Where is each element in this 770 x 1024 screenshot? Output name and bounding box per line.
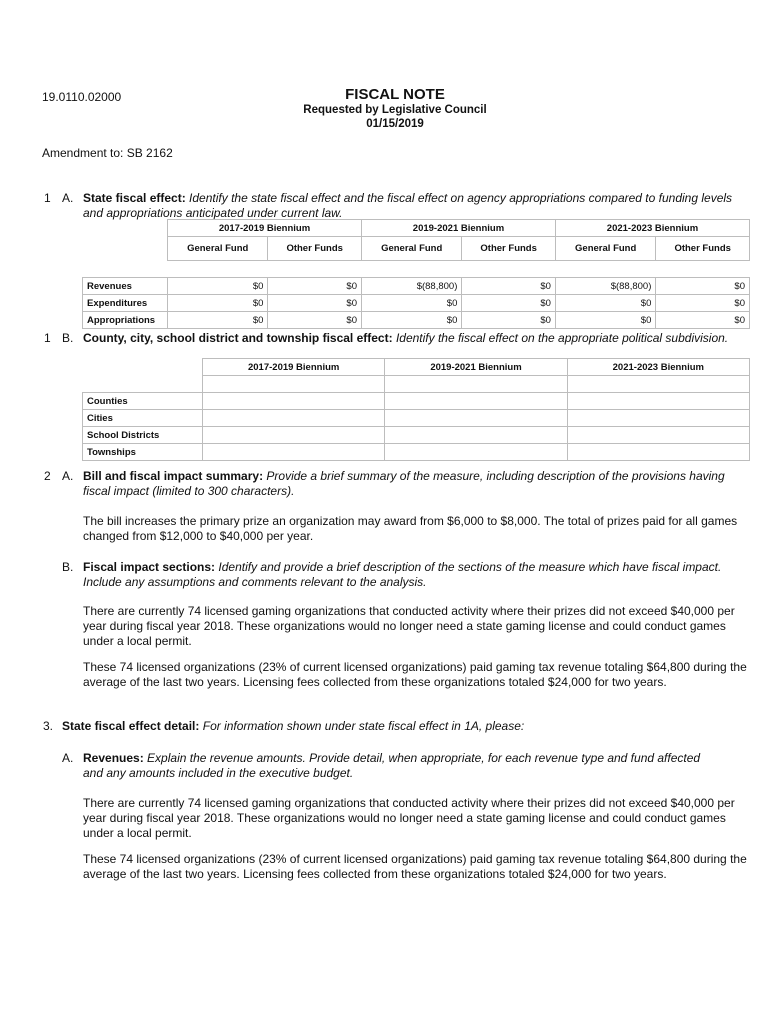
table-row bbox=[83, 410, 750, 427]
table-cell: $0 bbox=[168, 278, 268, 295]
body-paragraph: These 74 licensed organizations (23% of current licensed organizations) paid gaming tax revenue totaling $64,800 during the average of the last two years. Licensing fees collected from these organizations totaled $24,000 for two years. bbox=[83, 660, 747, 689]
biennium-header: 2019-2021 Biennium bbox=[385, 359, 567, 376]
row-label: Revenues bbox=[83, 278, 168, 295]
table-cell: $0 bbox=[268, 295, 362, 312]
section-number: 3. bbox=[43, 719, 54, 733]
fund-header: Other Funds bbox=[268, 237, 362, 261]
table-row bbox=[83, 393, 750, 410]
fund-header: General Fund bbox=[555, 237, 655, 261]
table-row bbox=[83, 444, 750, 461]
section-heading: Bill and fiscal impact summary: bbox=[83, 469, 264, 483]
body-paragraph: There are currently 74 licensed gaming organizations that conducted activity where their prizes did not exceed $40,000 per year during fiscal year 2018. These organizations would no longer need a state gaming license and could conduct games under a local permit. bbox=[83, 604, 735, 648]
section-letter: B. bbox=[62, 331, 74, 345]
fund-header: Other Funds bbox=[462, 237, 556, 261]
fund-header: General Fund bbox=[361, 237, 461, 261]
table-cell: $0 bbox=[268, 278, 362, 295]
section-number: 1 bbox=[44, 191, 51, 205]
section-heading: State fiscal effect: bbox=[83, 191, 186, 205]
table-row bbox=[83, 312, 750, 329]
section-letter: A. bbox=[62, 751, 74, 765]
section-prompt: Identify and provide a brief description of the sections of the measure which have fiscal impact. Include any assumptions and comments relevant to the analysis. bbox=[83, 560, 722, 589]
section-2b-heading bbox=[83, 560, 743, 590]
row-label: Appropriations bbox=[83, 312, 168, 329]
biennium-header: 2017-2019 Biennium bbox=[168, 220, 362, 237]
section-2a-heading bbox=[83, 469, 743, 499]
section-number: 1 bbox=[44, 331, 51, 345]
table-cell: $0 bbox=[656, 295, 750, 312]
biennium-header: 2021-2023 Biennium bbox=[567, 359, 749, 376]
section-heading: County, city, school district and township fiscal effect: bbox=[83, 331, 393, 345]
section-prompt: Identify the state fiscal effect and the fiscal effect on agency appropriations compared to funding levels and appropriations anticipated under current law. bbox=[83, 191, 733, 220]
section-prompt: Provide a brief summary of the measure, including description of the provisions having fiscal impact (limited to 300 characters). bbox=[83, 469, 725, 498]
table-cell: $0 bbox=[555, 295, 655, 312]
table-cell: $0 bbox=[361, 312, 461, 329]
table-row bbox=[83, 278, 750, 295]
section-1a-heading bbox=[83, 191, 755, 221]
amendment-line: Amendment to: SB 2162 bbox=[42, 146, 173, 160]
table-cell: $0 bbox=[656, 278, 750, 295]
table-cell: $0 bbox=[168, 312, 268, 329]
section-prompt: Explain the revenue amounts. Provide detail, when appropriate, for each revenue type and fund affected and any amounts included in the executive budget. bbox=[83, 751, 701, 780]
fund-header: Other Funds bbox=[656, 237, 750, 261]
biennium-header: 2021-2023 Biennium bbox=[555, 220, 749, 237]
section-heading: State fiscal effect detail: bbox=[62, 719, 200, 733]
section-letter: B. bbox=[62, 560, 74, 574]
section-heading: Fiscal impact sections: bbox=[83, 560, 216, 574]
note-date: 01/15/2019 bbox=[366, 118, 424, 130]
table-cell: $0 bbox=[462, 278, 556, 295]
row-label: Cities bbox=[83, 410, 203, 427]
row-label: School Districts bbox=[83, 427, 203, 444]
body-paragraph: There are currently 74 licensed gaming organizations that conducted activity where their prizes did not exceed $40,000 per year during fiscal year 2018. These organizations would no longer need a state gaming license and could conduct games under a local permit. bbox=[83, 796, 735, 840]
table-row bbox=[83, 295, 750, 312]
table-cell: $0 bbox=[168, 295, 268, 312]
section-3a-heading bbox=[83, 751, 723, 781]
table-cell: $(88,800) bbox=[555, 278, 655, 295]
biennium-header: 2017-2019 Biennium bbox=[203, 359, 385, 376]
table-cell: $0 bbox=[462, 295, 556, 312]
section-heading: Revenues: bbox=[83, 751, 144, 765]
page-title: FISCAL NOTE bbox=[345, 86, 445, 103]
table-row bbox=[83, 427, 750, 444]
summary-paragraph: The bill increases the primary prize an organization may award from $6,000 to $8,000. The total of prizes paid for all games changed from $12,000 to $40,000 per year. bbox=[83, 514, 738, 543]
section-prompt: Identify the fiscal effect on the appropriate political subdivision. bbox=[395, 331, 729, 345]
section-number: 2 bbox=[44, 469, 51, 483]
biennium-header: 2019-2021 Biennium bbox=[361, 220, 555, 237]
section-prompt: For information shown under state fiscal effect in 1A, please: bbox=[202, 719, 525, 733]
table-cell: $(88,800) bbox=[361, 278, 461, 295]
requested-by: Requested by Legislative Council bbox=[303, 104, 487, 116]
political-subdivision-table bbox=[82, 358, 750, 461]
section-letter: A. bbox=[62, 191, 74, 205]
row-label: Expenditures bbox=[83, 295, 168, 312]
table-cell: $0 bbox=[462, 312, 556, 329]
fund-header: General Fund bbox=[168, 237, 268, 261]
state-fiscal-effect-table bbox=[82, 219, 750, 329]
table-cell: $0 bbox=[555, 312, 655, 329]
document-id: 19.0110.02000 bbox=[42, 90, 122, 104]
row-label: Townships bbox=[83, 444, 203, 461]
table-cell: $0 bbox=[656, 312, 750, 329]
section-3-heading bbox=[62, 719, 742, 734]
section-1b-heading bbox=[83, 331, 743, 346]
body-paragraph: These 74 licensed organizations (23% of current licensed organizations) paid gaming tax revenue totaling $64,800 during the average of the last two years. Licensing fees collected from these organizations totaled $24,000 for two years. bbox=[83, 852, 747, 881]
table-cell: $0 bbox=[361, 295, 461, 312]
section-letter: A. bbox=[62, 469, 74, 483]
table-cell: $0 bbox=[268, 312, 362, 329]
row-label: Counties bbox=[83, 393, 203, 410]
